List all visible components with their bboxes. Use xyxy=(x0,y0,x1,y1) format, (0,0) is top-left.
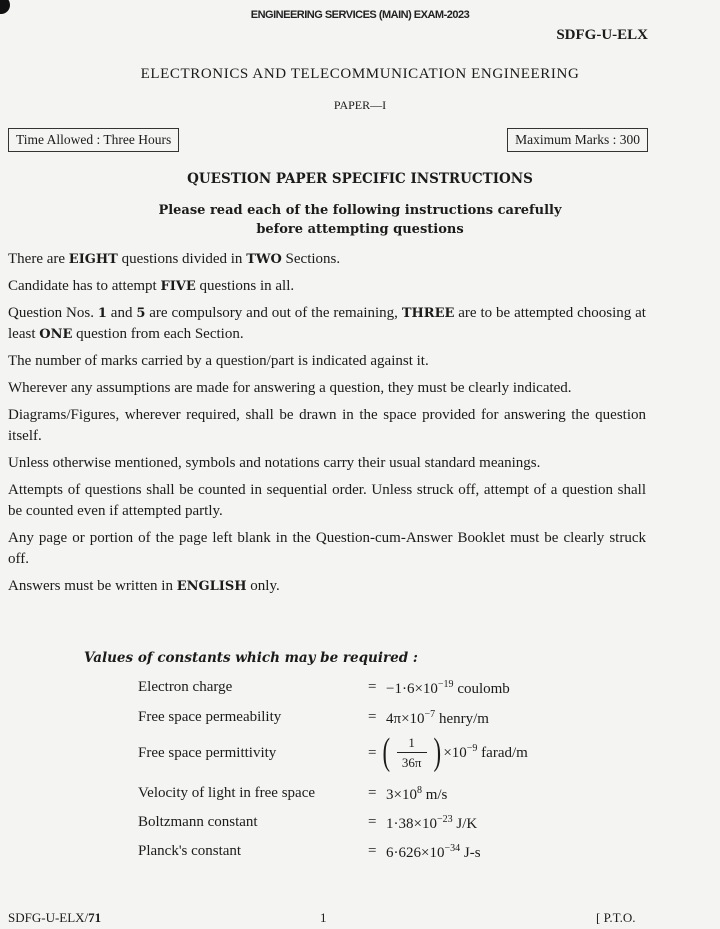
instr-text: There are xyxy=(8,251,69,267)
constant-name: Planck's constant xyxy=(138,843,242,859)
instr-bold: ONE xyxy=(39,327,73,342)
constant-name: Velocity of light in free space xyxy=(138,785,316,801)
value-exp: −7 xyxy=(424,709,436,720)
fraction-bar xyxy=(397,752,427,753)
instr-text: Answers must be written in xyxy=(8,578,177,594)
value-coef: −1·6×10 xyxy=(386,681,438,697)
instr-text: are to be attempted choosing at least xyxy=(8,305,646,342)
instr-text: are compulsory and out of the remaining, xyxy=(145,305,402,321)
instr-bold: TWO xyxy=(246,252,282,267)
value-coef: 6·626×10 xyxy=(386,845,445,861)
constant-value xyxy=(380,733,528,771)
right-paren: ) xyxy=(433,731,441,773)
constant-value xyxy=(386,709,489,728)
instr-text: only. xyxy=(246,578,280,594)
value-coef: 1·38×10 xyxy=(386,816,437,832)
value-coef: 4π×10 xyxy=(386,711,425,727)
subtitle-line-2: before attempting questions xyxy=(256,222,464,237)
time-allowed-box: Time Allowed : Three Hours xyxy=(8,128,179,152)
value-unit: coulomb xyxy=(453,681,510,697)
constant-equals: = xyxy=(368,843,377,859)
constant-equals: = xyxy=(368,709,377,725)
max-marks-box: Maximum Marks : 300 xyxy=(507,128,648,152)
value-unit: J/K xyxy=(452,816,478,832)
instr-text: Question Nos. xyxy=(8,305,98,321)
paper-label: PAPER—I xyxy=(333,98,387,112)
fraction-numerator: 1 xyxy=(408,734,415,750)
subtitle-line-1: Please read each of the following instructions carefully xyxy=(158,203,562,218)
paper-code: SDFG-U-ELX xyxy=(556,27,648,43)
instr-bold: THREE xyxy=(401,306,455,321)
instruction-item: Diagrams/Figures, wherever required, shall be drawn in the space provided for answering the question itself. xyxy=(8,407,646,444)
left-paren: ( xyxy=(382,731,391,773)
instr-text: Sections. xyxy=(281,251,341,267)
fraction xyxy=(393,735,431,770)
footer-code-number: 71 xyxy=(88,910,102,925)
instr-text: question from each Section. xyxy=(72,326,244,342)
fraction-denominator: 36π xyxy=(401,754,422,770)
constant-row xyxy=(0,733,720,777)
constants-title: Values of constants which may be required : xyxy=(84,650,418,666)
value-unit: henry/m xyxy=(435,711,489,727)
instr-text: and xyxy=(106,305,137,321)
constant-name: Free space permittivity xyxy=(138,745,277,761)
instr-bold: ENGLISH xyxy=(176,579,247,594)
instruction-item xyxy=(8,249,646,270)
instruction-item xyxy=(8,276,646,297)
value-exp: 8 xyxy=(416,785,422,796)
instr-text: questions in all. xyxy=(195,278,295,294)
instr-bold: 5 xyxy=(136,306,146,321)
pto-label: [ P.T.O. xyxy=(596,910,636,925)
instruction-item: Any page or portion of the page left blank in the Question-cum-Answer Booklet must be clearly struck off. xyxy=(8,530,646,567)
constant-value xyxy=(386,814,477,833)
constant-value xyxy=(386,843,481,862)
instructions-list xyxy=(8,249,646,603)
value-exp: −19 xyxy=(437,679,454,690)
constant-name: Electron charge xyxy=(138,679,233,695)
instruction-item xyxy=(8,576,646,597)
exam-stamp: ENGINEERING SERVICES (MAIN) EXAM-2023 xyxy=(250,9,470,21)
page-number: 1 xyxy=(320,910,327,925)
value-coef: ×10 xyxy=(443,744,467,761)
constant-value xyxy=(386,679,510,698)
value-exp: −34 xyxy=(444,843,461,854)
instruction-item: The number of marks carried by a question/part is indicated against it. xyxy=(8,353,429,369)
constant-name: Boltzmann constant xyxy=(138,814,258,830)
instruction-item: Wherever any assumptions are made for answering a question, they must be clearly indicated. xyxy=(8,380,572,396)
instr-bold: FIVE xyxy=(160,279,196,294)
value-coef: 3×10 xyxy=(386,787,417,803)
section-heading: QUESTION PAPER SPECIFIC INSTRUCTIONS xyxy=(187,171,533,187)
constant-equals: = xyxy=(368,679,377,695)
instruction-item xyxy=(8,303,646,345)
instr-text: Candidate has to attempt xyxy=(8,278,161,294)
value-unit: J-s xyxy=(460,845,481,861)
instr-bold: EIGHT xyxy=(68,252,118,267)
value-unit: farad/m xyxy=(477,744,528,761)
subject-title: ELECTRONICS AND TELECOMMUNICATION ENGINEERING xyxy=(140,66,580,82)
footer-code-text: SDFG-U-ELX/ xyxy=(8,910,89,925)
instruction-item: Unless otherwise mentioned, symbols and notations carry their usual standard meanings. xyxy=(8,455,541,471)
instruction-item: Attempts of questions shall be counted in sequential order. Unless struck off, attempt of a question shall be counted even if attempted partly. xyxy=(8,482,646,519)
instr-text: questions divided in xyxy=(117,251,247,267)
instr-bold: 1 xyxy=(97,306,107,321)
value-exp: −23 xyxy=(436,814,453,825)
value-unit: m/s xyxy=(421,787,448,803)
footer-code xyxy=(8,910,101,926)
constant-equals: = xyxy=(368,785,377,801)
constant-equals: = xyxy=(368,814,377,830)
constant-equals: = xyxy=(368,745,377,761)
value-exp: −9 xyxy=(466,742,478,754)
constant-name: Free space permeability xyxy=(138,709,282,725)
constant-value xyxy=(386,785,447,804)
